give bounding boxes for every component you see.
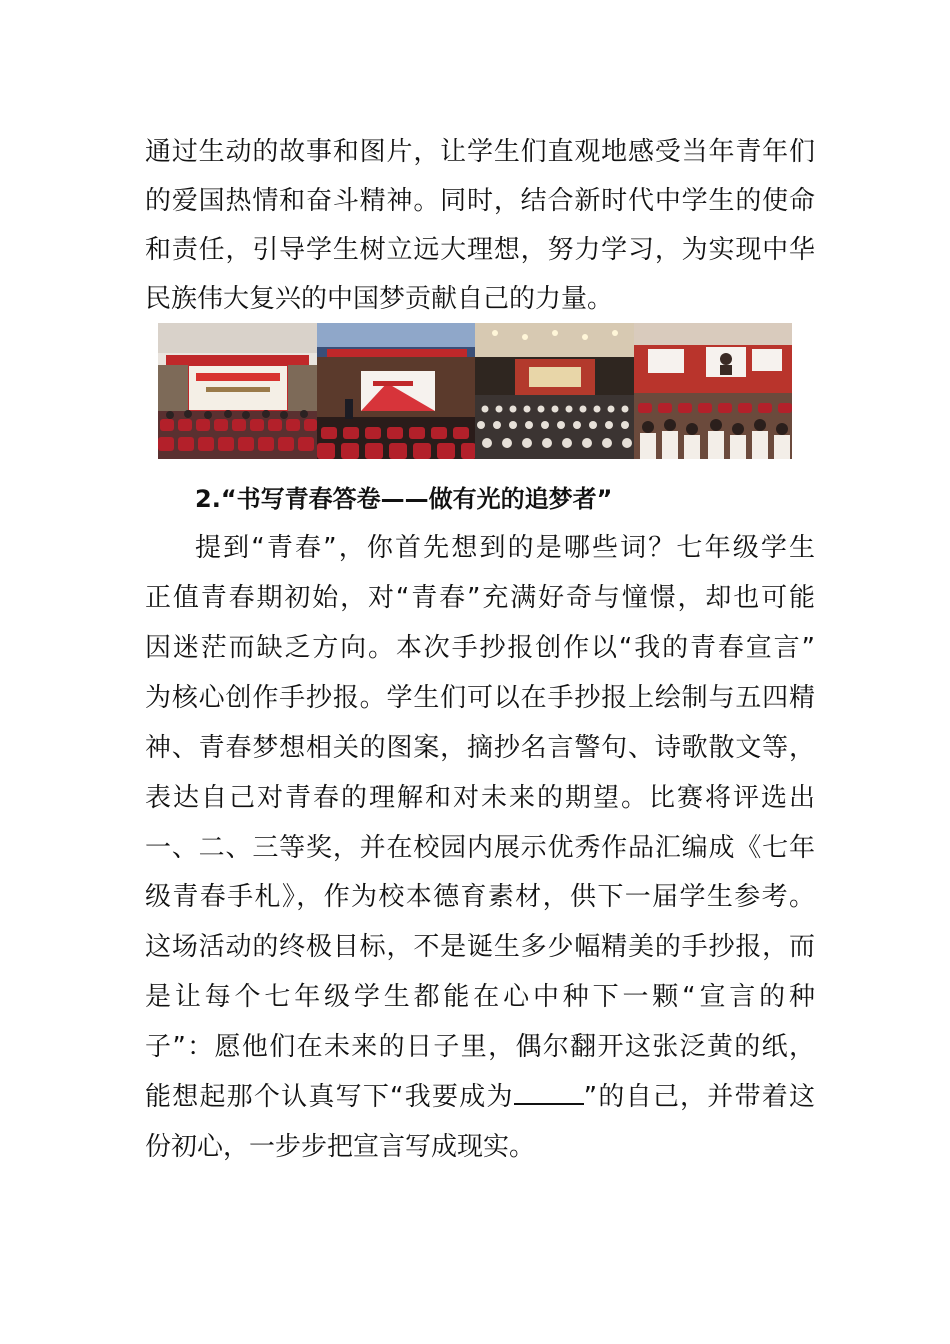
photo-lecture-hall-4 [634,323,793,459]
section2-line-9: 这场活动的终极目标，不是诞生多少幅精美的手抄报，而 [145,932,815,962]
section2-line-11: 子”：愿他们在未来的日子里，偶尔翻开这张泛黄的纸， [145,1032,815,1062]
photo-lecture-hall-3 [475,323,634,459]
photo-lecture-hall-1-image [158,323,317,459]
fill-in-blank [514,1081,584,1105]
section-heading: 2.“书写青春答卷——做有光的追梦者” [195,485,613,513]
section2-line-5: 神、青春梦想相关的图案，摘抄名言警句、诗歌散文等， [145,733,815,763]
photo-lecture-hall-3-image [475,323,634,459]
section2-line-13: 份初心，一步步把宣言写成现实。 [145,1132,536,1162]
section2-line-12-after: ”的自己，并带着这 [583,1082,815,1112]
section2-line-12-before: 能想起那个认真写下“我要成为 [145,1082,514,1112]
section2-line-10: 是让每个七年级学生都能在心中种下一颗“宣言的种 [145,982,815,1012]
photo-lecture-hall-2-image [317,323,476,459]
section2-line-4: 为核心创作手抄报。学生们可以在手抄报上绘制与五四精 [145,683,815,713]
paragraph1-line-3: 和责任，引导学生树立远大理想，努力学习，为实现中华 [145,235,815,265]
photo-lecture-hall-2 [317,323,476,459]
section2-line-3: 因迷茫而缺乏方向。本次手抄报创作以“我的青春宣言” [145,633,815,663]
photo-strip [158,323,792,459]
paragraph1-line-4: 民族伟大复兴的中国梦贡献自己的力量。 [145,284,614,314]
section2-line-2: 正值青春期初始，对“青春”充满好奇与憧憬，却也可能 [145,583,815,613]
section2-line-7: 一、二、三等奖，并在校园内展示优秀作品汇编成《七年 [145,833,815,863]
section2-line-1: 提到“青春”，你首先想到的是哪些词？七年级学生 [195,533,815,563]
section2-line-6: 表达自己对青春的理解和对未来的期望。比赛将评选出 [145,783,815,813]
section2-line-12 [145,1077,815,1117]
paragraph1-line-2: 的爱国热情和奋斗精神。同时，结合新时代中学生的使命 [145,186,815,216]
photo-lecture-hall-1 [158,323,317,459]
paragraph1-line-1: 通过生动的故事和图片，让学生们直观地感受当年青年们 [145,137,815,167]
section2-line-8: 级青春手札》，作为校本德育素材，供下一届学生参考。 [145,882,815,912]
photo-lecture-hall-4-image [634,323,793,459]
